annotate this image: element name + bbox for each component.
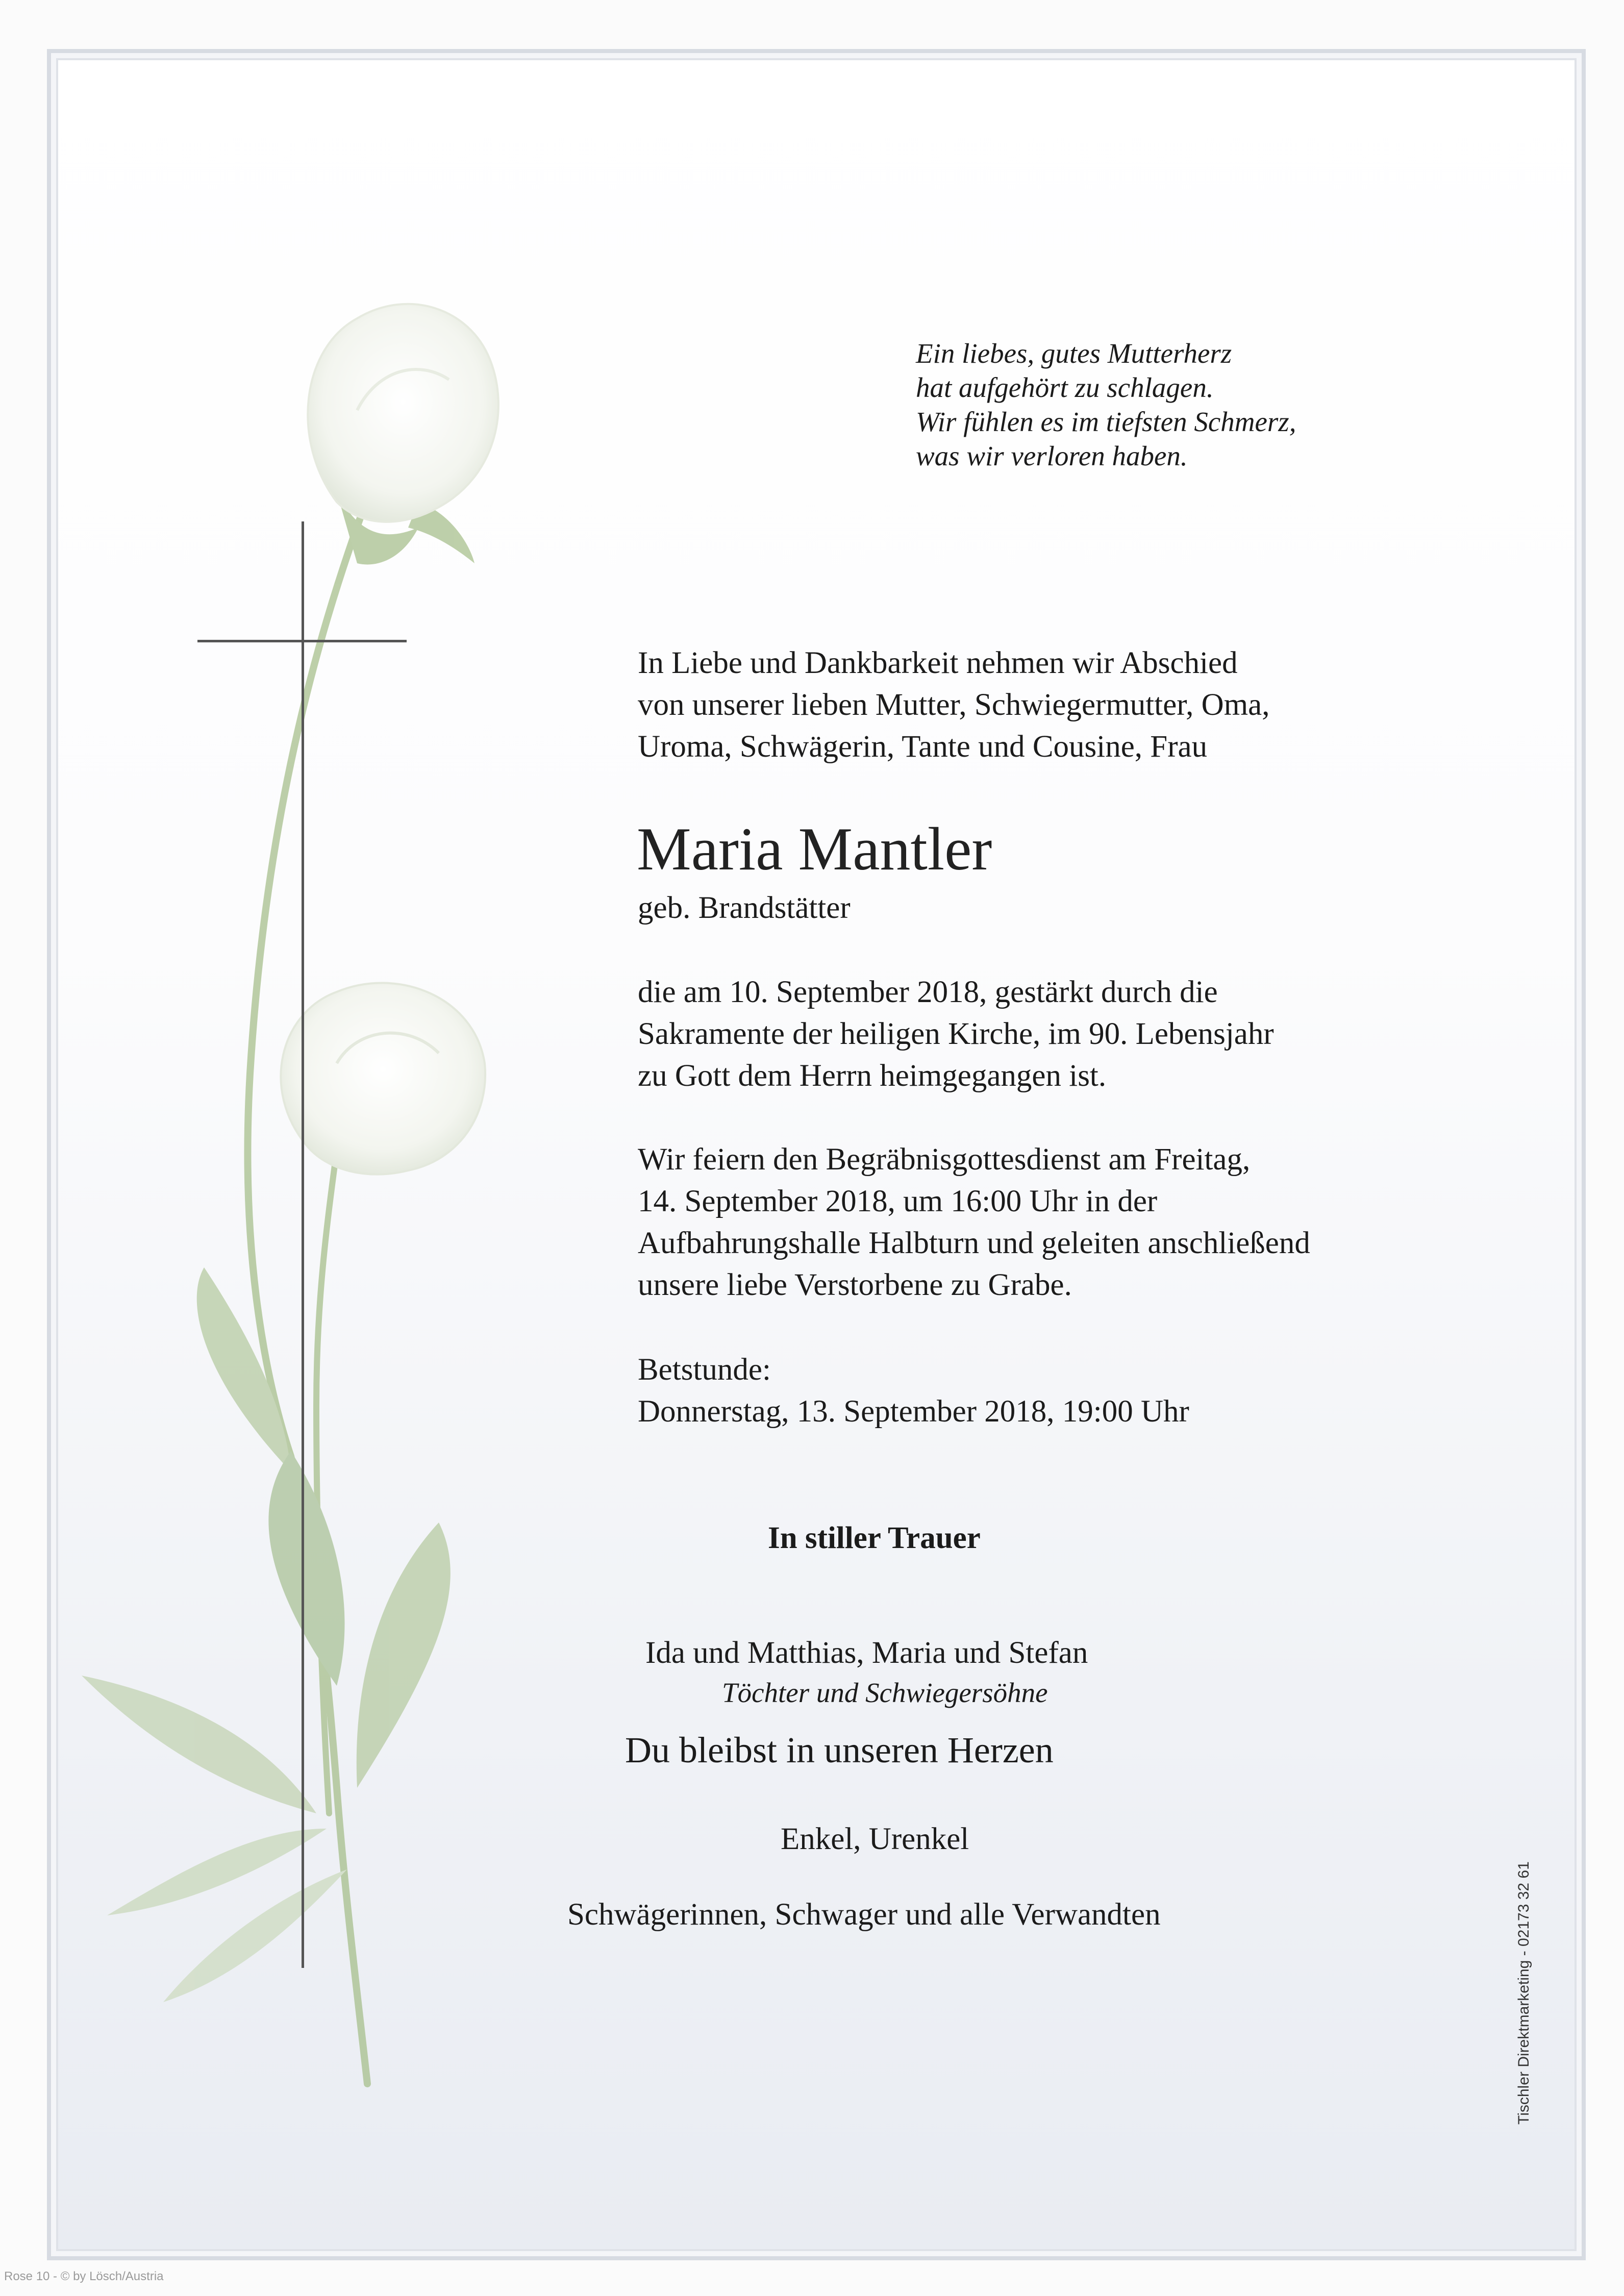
death-line-2: Sakramente der heiligen Kirche, im 90. Lebensjahr (638, 1017, 1274, 1051)
motto: Du bleibst in unseren Herzen (625, 1730, 1054, 1770)
cross-horizontal-bar (197, 640, 407, 642)
funeral-line-1: Wir feiern den Begräbnisgottesdienst am Freitag, (638, 1142, 1251, 1177)
poem-line-1: Ein liebes, gutes Mutterherz (916, 338, 1232, 369)
poem-line-3: Wir fühlen es im tiefsten Schmerz, (916, 406, 1296, 437)
prayer-label: Betstunde: (638, 1353, 771, 1387)
deceased-name: Maria Mantler (637, 815, 992, 883)
prayer-date: Donnerstag, 13. September 2018, 19:00 Uhr (638, 1394, 1189, 1429)
relatives: Schwägerinnen, Schwager und alle Verwandten (567, 1898, 1161, 1932)
obituary-card (47, 49, 1586, 2260)
funeral-line-4: unsere liebe Verstorbene zu Grabe. (638, 1268, 1072, 1302)
printer-imprint: Tischler Direktmarketing - 02173 32 61 (1515, 1861, 1532, 2125)
image-credit: Rose 10 - © by Lösch/Austria (4, 2269, 164, 2283)
children-names: Ida und Matthias, Maria und Stefan (645, 1636, 1088, 1670)
poem-line-2: hat aufgehört zu schlagen. (916, 372, 1214, 403)
poem-line-4: was wir verloren haben. (916, 440, 1188, 471)
intro-line-2: von unserer lieben Mutter, Schwiegermutter, Oma, (638, 688, 1270, 722)
mourning-heading: In stiller Trauer (768, 1521, 981, 1555)
death-line-1: die am 10. September 2018, gestärkt durch die (638, 975, 1218, 1009)
children-role: Töchter und Schwiegersöhne (722, 1677, 1048, 1708)
funeral-line-3: Aufbahrungshalle Halbturn und geleiten anschließend (638, 1226, 1310, 1260)
intro-line-1: In Liebe und Dankbarkeit nehmen wir Abschied (638, 646, 1238, 680)
death-line-3: zu Gott dem Herrn heimgegangen ist. (638, 1059, 1107, 1093)
intro-line-3: Uroma, Schwägerin, Tante und Cousine, Frau (638, 730, 1208, 764)
birth-name: geb. Brandstätter (638, 891, 851, 925)
funeral-line-2: 14. September 2018, um 16:00 Uhr in der (638, 1184, 1158, 1218)
grandchildren: Enkel, Urenkel (781, 1822, 969, 1856)
cross-vertical-bar (302, 521, 304, 1968)
